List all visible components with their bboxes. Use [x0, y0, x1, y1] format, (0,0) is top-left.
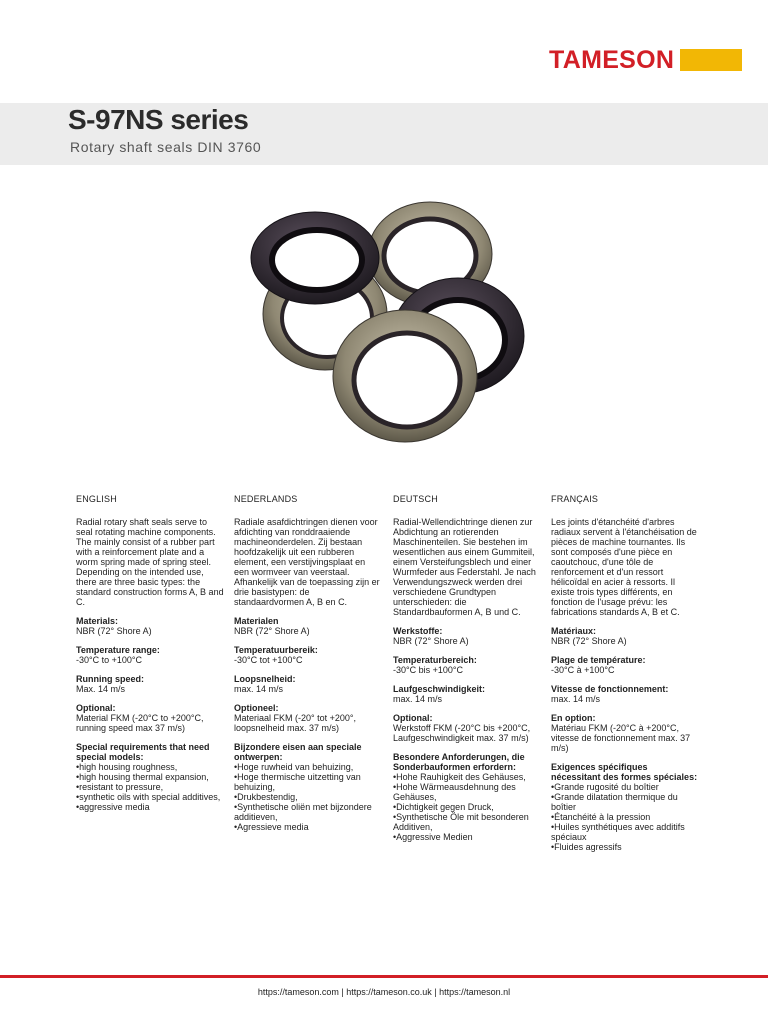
special-heading: Besondere Anforderungen, die Sonderbauformen erfordern: [393, 752, 525, 772]
special-heading: Special requirements that need special models: [76, 742, 210, 762]
special-list [76, 762, 224, 812]
optional-value: Materiaal FKM (-20° tot +200°, loopsnelheid max. 37 m/s) [234, 713, 356, 733]
optional-heading: En option: [551, 713, 596, 723]
temperature-heading: Temperatuurbereik: [234, 645, 318, 655]
temperature-heading: Plage de température: [551, 655, 646, 665]
temperature-value: -30°C to +100°C [76, 655, 142, 665]
intro-text: Radial-Wellendichtringe dienen zur Abdichtung an rotierenden Maschinenteilen. Sie bestehen im wesentlichen aus einem Gummiteil, einem Versteifungsblech und einer Wurmfeder aus Federstahl. Je nach Verwendungszweck werden drei verschiedene Grundtypen unterschieden: die Standardbauformen A, B und C. [393, 517, 536, 617]
seal-ring-front [333, 310, 477, 442]
optional-heading: Optional: [76, 703, 116, 713]
materials-heading: Werkstoffe: [393, 626, 443, 636]
optional-heading: Optional: [393, 713, 433, 723]
list-item: •synthetic oils with special additives, [76, 792, 221, 802]
footer-divider [0, 975, 768, 978]
column-heading: NEDERLANDS [234, 494, 298, 504]
product-image [225, 196, 545, 466]
special-list [393, 772, 541, 842]
column-dutch [234, 494, 382, 832]
special-heading: Bijzondere eisen aan speciale ontwerpen: [234, 742, 362, 762]
optional-value: Matériau FKM (-20°C à +200°C, vitesse de fonctionnement max. 37 m/s) [551, 723, 691, 753]
tameson-logo[interactable] [549, 47, 742, 73]
list-item: •aggressive media [76, 802, 150, 812]
list-item: •Aggressive Medien [393, 832, 473, 842]
list-item: •Hohe Rauhigkeit des Gehäuses, [393, 772, 526, 782]
materials-heading: Materialen [234, 616, 279, 626]
speed-value: max. 14 m/s [551, 694, 601, 704]
list-item: •Hohe Wärmeausdehnung des Gehäuses, [393, 782, 516, 802]
special-list [234, 762, 382, 832]
page-subtitle: Rotary shaft seals DIN 3760 [70, 139, 262, 155]
speed-heading: Loopsnelheid: [234, 674, 296, 684]
list-item: •high housing thermal expansion, [76, 772, 209, 782]
list-item: •Huiles synthétiques avec additifs spéciaux [551, 822, 685, 842]
logo-yellow-bar [680, 49, 742, 71]
column-heading: FRANÇAIS [551, 494, 599, 504]
column-english [76, 494, 224, 812]
materials-heading: Materials: [76, 616, 119, 626]
speed-value: max. 14 m/s [234, 684, 284, 694]
list-item: •high housing roughness, [76, 762, 178, 772]
intro-text: Radial rotary shaft seals serve to seal rotating machine components. The mainly consist of a rubber part with a reinforcement plate and a worm spring made of spring steel. Depending on the intended use, there are three basic types: the standard construction forms A, B and C. [76, 517, 224, 607]
special-list [551, 782, 699, 852]
footer-links[interactable]: https://tameson.com | https://tameson.co.uk | https://tameson.nl [257, 987, 511, 997]
speed-value: Max. 14 m/s [76, 684, 126, 694]
speed-heading: Vitesse de fonctionnement: [551, 684, 669, 694]
seal-ring-top-left [251, 212, 379, 304]
list-item: •Fluides agressifs [551, 842, 622, 852]
column-heading: DEUTSCH [393, 494, 438, 504]
optional-value: Werkstoff FKM (-20°C bis +200°C, Laufgeschwindigkeit max. 37 m/s) [393, 723, 531, 743]
list-item: •Synthetische Öle mit besonderen Additiven, [393, 812, 529, 832]
optional-heading: Optioneel: [234, 703, 279, 713]
special-heading: Exigences spécifiques nécessitant des formes spéciales: [551, 762, 698, 782]
materials-value: NBR (72° Shore A) [393, 636, 469, 646]
list-item: •Hoge thermische uitzetting van behuizing, [234, 772, 361, 792]
temperature-value: -30°C bis +100°C [393, 665, 463, 675]
materials-value: NBR (72° Shore A) [234, 626, 310, 636]
list-item: •Agressieve media [234, 822, 309, 832]
list-item: •Drukbestendig, [234, 792, 298, 802]
materials-value: NBR (72° Shore A) [76, 626, 152, 636]
list-item: •Hoge ruwheid van behuizing, [234, 762, 354, 772]
list-item: •Dichtigkeit gegen Druck, [393, 802, 494, 812]
speed-value: max. 14 m/s [393, 694, 443, 704]
list-item: •Étanchéité à la pression [551, 812, 651, 822]
speed-heading: Running speed: [76, 674, 144, 684]
list-item: •Synthetische oliën met bijzondere additieven, [234, 802, 372, 822]
column-french [551, 494, 699, 852]
intro-text: Les joints d'étanchéité d'arbres radiaux servent à l'étanchéisation de pièces de machine tournantes. Ils sont composés d'une pièce en caoutchouc, d'une tôle de renforcement et d'un ressort hélicoïdal en acier à ressorts. Il existe trois types différents, en fonction de l'usage prévu: les fabrications standards A, B et C. [551, 517, 697, 617]
column-heading: ENGLISH [76, 494, 117, 504]
materials-heading: Matériaux: [551, 626, 597, 636]
optional-value: Material FKM (-20°C to +200°C, running speed max 37 m/s) [76, 713, 204, 733]
temperature-value: -30°C tot +100°C [234, 655, 303, 665]
speed-heading: Laufgeschwindigkeit: [393, 684, 486, 694]
materials-value: NBR (72° Shore A) [551, 636, 627, 646]
column-german [393, 494, 541, 842]
logo-wordmark: TAMESON [549, 46, 675, 74]
intro-text: Radiale asafdichtringen dienen voor afdichting van ronddraaiende machineonderdelen. Zij bestaan hoofdzakelijk uit een rubberen element, een verstijvingsplaat en een wormveer van veerstaal. Afhankelijk van de toepassing zijn er drie basistypen: de standaardvormen A, B en C. [234, 517, 380, 607]
list-item: •resistant to pressure, [76, 782, 164, 792]
temperature-heading: Temperaturbereich: [393, 655, 477, 665]
list-item: •Grande dilatation thermique du boîtier [551, 792, 678, 812]
temperature-heading: Temperature range: [76, 645, 160, 655]
list-item: •Grande rugosité du boîtier [551, 782, 659, 792]
page-title: S-97NS series [68, 104, 249, 135]
temperature-value: -30°C à +100°C [551, 665, 615, 675]
